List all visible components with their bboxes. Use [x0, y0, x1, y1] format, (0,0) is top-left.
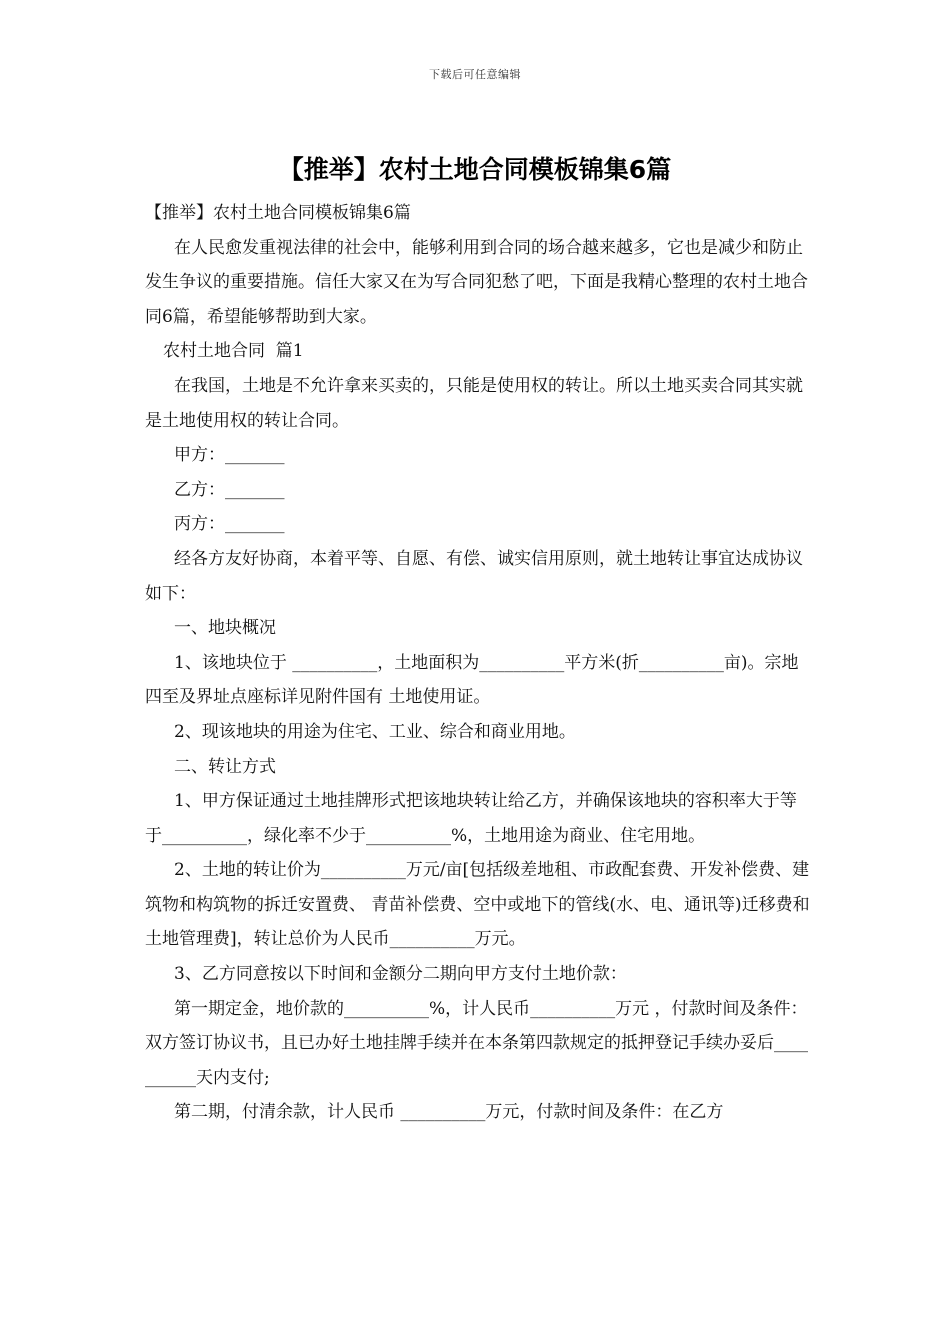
clause-heading: 二、转让方式 — [174, 756, 276, 777]
clause-item: 3、乙方同意按以下时间和金额分二期向甲方支付土地价款： — [174, 964, 627, 985]
party-b-line: 乙方：_______ — [174, 479, 285, 500]
clause-item: 第二期，付清余款，计人民币 __________万元，付款时间及条件：在乙方 — [174, 1102, 724, 1123]
paragraph: 在我国，土地是不允许拿来买卖的，只能是使用权的转让。所以土地买卖合同其实就是土地使用权的转让合同。 — [145, 375, 803, 431]
document-body — [145, 196, 813, 1130]
clause-item: 第一期定金，地价款的__________%，计人民币__________万元 ，付款时间及条件：双方签订协议书，且已办好土地挂牌手续并在本条第四款规定的抵押登记手续办妥后__________天内支付; — [145, 998, 808, 1088]
party-a-line: 甲方：_______ — [174, 445, 285, 466]
document-title: 【推举】农村土地合同模板锦集6篇 — [278, 155, 672, 184]
clause-item: 1、该地块位于 __________，土地面积为__________平方米(折__________亩)。宗地四至及界址点座标详见附件国有 土地使用证。 — [145, 652, 799, 708]
header-note: 下载后可任意编辑 — [429, 68, 521, 81]
clause-item: 2、土地的转让价为__________万元/亩[包括级差地租、市政配套费、开发补偿费、建筑物和构筑物的拆迁安置费、 青苗补偿费、空中或地下的管线(水、电、通讯等)迁移费和土地管理费]，转让总价为人民币__________万元。 — [145, 860, 810, 950]
subtitle-line: 【推举】农村土地合同模板锦集6篇 — [145, 203, 411, 223]
clause-heading: 一、地块概况 — [174, 618, 276, 639]
paragraph: 经各方友好协商，本着平等、自愿、有偿、诚实信用原则，就土地转让事宜达成协议如下： — [145, 548, 803, 604]
intro-paragraph: 在人民愈发重视法律的社会中，能够利用到合同的场合越来越多，它也是减少和防止发生争议的重要措施。信任大家又在为写合同犯愁了吧，下面是我精心整理的农村土地合同6篇，希望能够帮助到大家。 — [145, 237, 808, 327]
clause-item: 1、甲方保证通过土地挂牌形式把该地块转让给乙方，并确保该地块的容积率大于等于__________，绿化率不少于__________%，土地用途为商业、住宅用地。 — [145, 791, 797, 846]
party-c-line: 丙方：_______ — [174, 514, 285, 535]
section-heading-contract-1: 农村土地合同 篇1 — [163, 341, 304, 362]
clause-item: 2、现该地块的用途为住宅、工业、综合和商业用地。 — [174, 721, 576, 742]
